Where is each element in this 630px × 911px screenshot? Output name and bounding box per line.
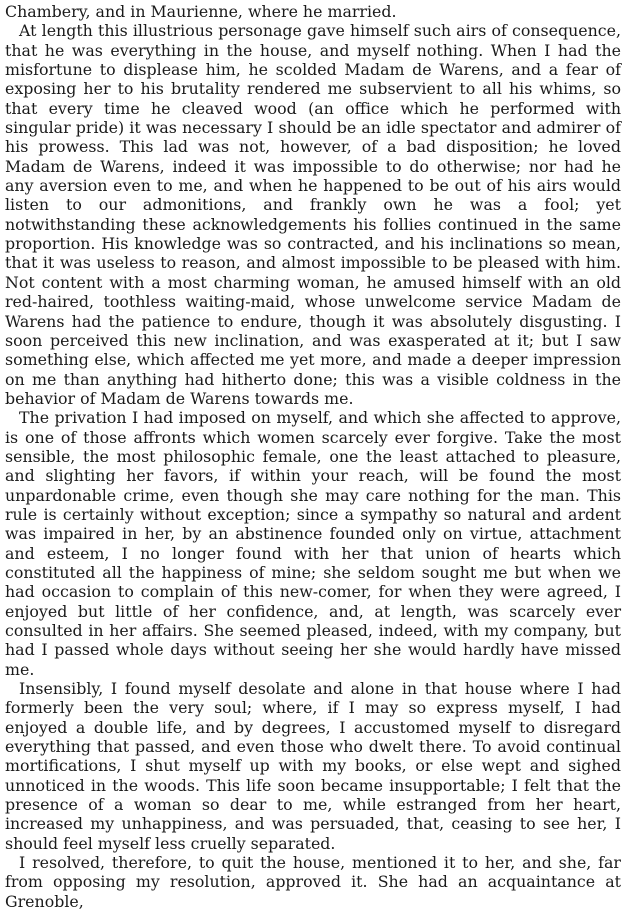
paragraph-5: I resolved, therefore, to quit the house, mentioned it to her, and she, far from opposing my resolution, approved it. She had an acquaintance at Grenoble, — [5, 853, 621, 911]
paragraph-3: The privation I had imposed on myself, and which she affected to approve, is one of those affronts which women scarcely ever forgive. Take the most sensible, the most philosophic female, one the least attached to pleasure, and slighting her favors, if within your reach, will be found the most unpardonable crime, even though she may care nothing for the man. This rule is certainly without exception; since a sympathy so natural and ardent was impaired in her, by an abstinence founded only on virtue, attachment and esteem, I no longer found with her that union of hearts which constituted all the happiness of mine; she seldom sought me but when we had occasion to complain of this new-comer, for when they were agreed, I enjoyed but little of her confidence, and, at length, was scarcely ever consulted in her affairs. She seemed pleased, indeed, with my company, but had I passed whole days without seeing her she would hardly have missed me. — [5, 408, 621, 679]
paragraph-1: Chambery, and in Maurienne, where he married. — [5, 2, 397, 21]
document-page — [5, 2, 621, 911]
paragraph-2: At length this illustrious personage gave himself such airs of consequence, that he was everything in the house, and myself nothing. When I had the misfortune to displease him, he scolded Madam de Warens, and a fear of exposing her to his brutality rendered me subservient to all his whims, so that every time he cleaved wood (an office which he performed with singular pride) it was necessary I should be an idle spectator and admirer of his prowess. This lad was not, however, of a bad disposition; he loved Madam de Warens, indeed it was impossible to do otherwise; nor had he any aversion even to me, and when he happened to be out of his airs would listen to our admonitions, and frankly own he was a fool; yet notwithstanding these acknowledgements his follies continued in the same proportion. His knowledge was so contracted, and his inclinations so mean, that it was useless to reason, and almost impossible to be pleased with him. Not content with a most charming woman, he amused himself with an old red-haired, toothless waiting-maid, whose unwelcome service Madam de Warens had the patience to endure, though it was absolutely disgusting. I soon perceived this new inclination, and was exasperated at it; but I saw something else, which affected me yet more, and made a deeper impression on me than anything had hitherto done; this was a visible coldness in the behavior of Madam de Warens towards me. — [5, 21, 621, 408]
paragraph-4: Insensibly, I found myself desolate and alone in that house where I had formerly been the very soul; where, if I may so express myself, I had enjoyed a double life, and by degrees, I accustomed myself to disregard everything that passed, and even those who dwelt there. To avoid continual mortifications, I shut myself up with my books, or else wept and sighed unnoticed in the woods. This life soon became insupportable; I felt that the presence of a woman so dear to me, while estranged from her heart, increased my unhappiness, and was persuaded, that, ceasing to see her, I should feel myself less cruelly separated. — [5, 679, 621, 853]
